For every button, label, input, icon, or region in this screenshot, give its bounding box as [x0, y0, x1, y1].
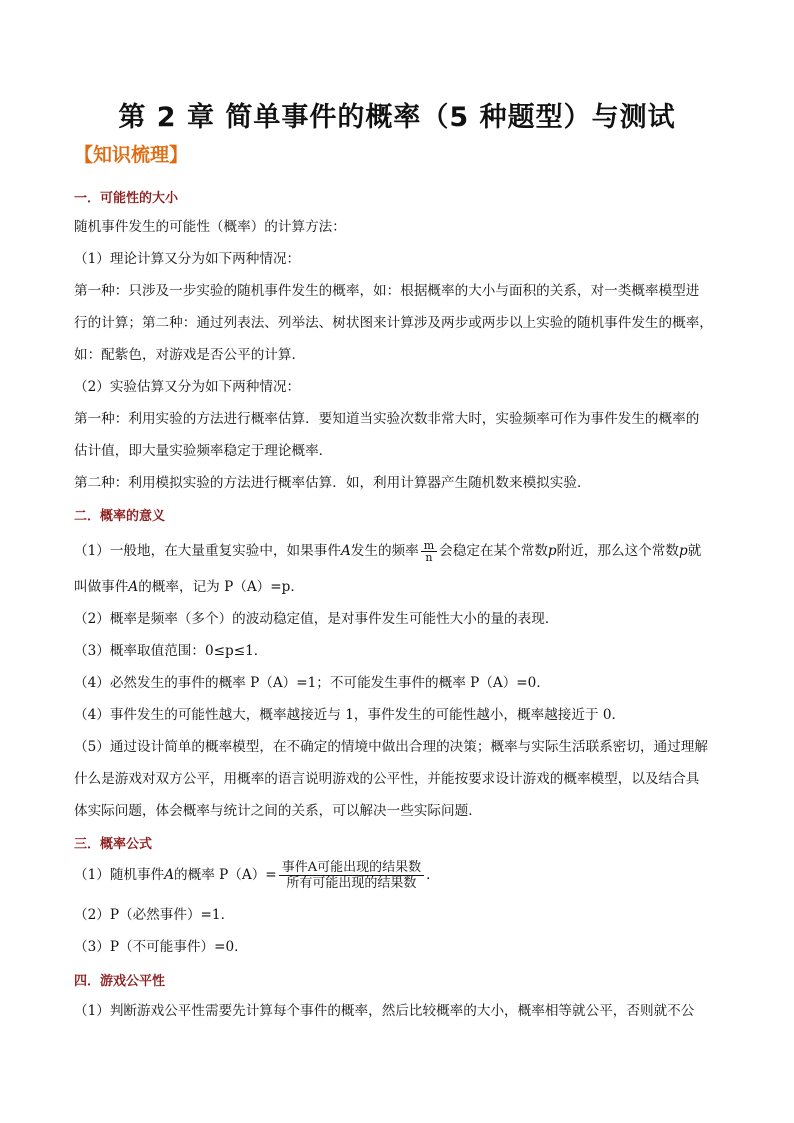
paragraph-line: （5）通过设计简单的概率模型，在不确定的情境中做出合理的决策；概率与实际生活联系密切，通过理解 — [74, 739, 708, 755]
paragraph-line: （2）概率是频率（多个）的波动稳定值，是对事件发生可能性大小的量的表现． — [74, 611, 559, 627]
paragraph-line: 体实际问题，体会概率与统计之间的关系，可以解决一些实际问题． — [74, 803, 482, 819]
paragraph-line: （1）理论计算又分为如下两种情况： — [74, 251, 301, 267]
section-heading-3: 三．概率公式 — [74, 837, 153, 852]
paragraph-line: 第一种：利用实验的方法进行概率估算．要知道当实验次数非常大时，实验频率可作为事件发生的概率的 — [74, 411, 700, 427]
section-heading-4: 四．游戏公平性 — [74, 974, 166, 989]
paragraph-line: 随机事件发生的可能性（概率）的计算方法： — [74, 219, 346, 235]
paragraph-line: 如：配紫色，对游戏是否公平的计算． — [74, 347, 306, 363]
paragraph-line: 第一种：只涉及一步实验的随机事件发生的概率，如：根据概率的大小与面积的关系，对一类概率模型进 — [74, 283, 700, 299]
section-heading-1: 一．可能性的大小 — [74, 191, 179, 206]
paragraph-line: （4）事件发生的可能性越大，概率越接近与 1，事件发生的可能性越小，概率越接近于 0． — [74, 707, 626, 723]
paragraph-line: 什么是游戏对双方公平，用概率的语言说明游戏的公平性，并能按要求设计游戏的概率模型，以及结合具 — [74, 771, 700, 787]
fraction-m-over-n: $\frac{m}{n}$ — [421, 540, 437, 563]
paragraph-line: （2）实验估算又分为如下两种情况： — [74, 379, 301, 395]
probability-formula-fraction: $\frac{\text{事件A可能出现的结果数}}{\text{所有可能出现的结果数}}$ — [279, 860, 424, 891]
section-heading-2: 二．概率的意义 — [74, 509, 166, 524]
page-title: 第 2 章 简单事件的概率（5 种题型）与测试 — [118, 102, 676, 133]
paragraph-line: （2）P（必然事件）=1． — [74, 907, 235, 923]
paragraph-line: （3）P（不可能事件）=0． — [74, 939, 248, 955]
paragraph-line: （3）概率取值范围：0≤p≤1． — [74, 643, 268, 659]
paragraph-line: （1）判断游戏公平性需要先计算每个事件的概率，然后比较概率的大小，概率相等就公平，否则就不公 — [74, 1003, 695, 1019]
paragraph-line: 第二种：利用模拟实验的方法进行概率估算．如，利用计算器产生随机数来模拟实验． — [74, 475, 591, 491]
paragraph-line: 叫做事件A的概率，记为 P（A）=p． — [74, 579, 304, 595]
paragraph-line: （1）随机事件A的概率 P（A）= $\frac{\text{事件A可能出现的结果数}}{\text{所有可能出现的结果数}}$ ． — [74, 860, 440, 891]
paragraph-line: 估计值，即大量实验频率稳定于理论概率． — [74, 443, 333, 459]
paragraph-line: （1）一般地，在大量重复实验中，如果事件A发生的频率 $\frac{m}{n}$ 会稳定在某个常数p附近，那么这个常数p就 — [74, 539, 702, 564]
paragraph-line: 行的计算；第二种：通过列表法、列举法、树状图来计算涉及两步或两步以上实验的随机事件发生的概率， — [74, 315, 713, 331]
section-tag: 【知识梳理】 — [74, 144, 189, 166]
paragraph-line: （4）必然发生的事件的概率 P（A）=1；不可能发生事件的概率 P（A）=0． — [74, 675, 550, 691]
